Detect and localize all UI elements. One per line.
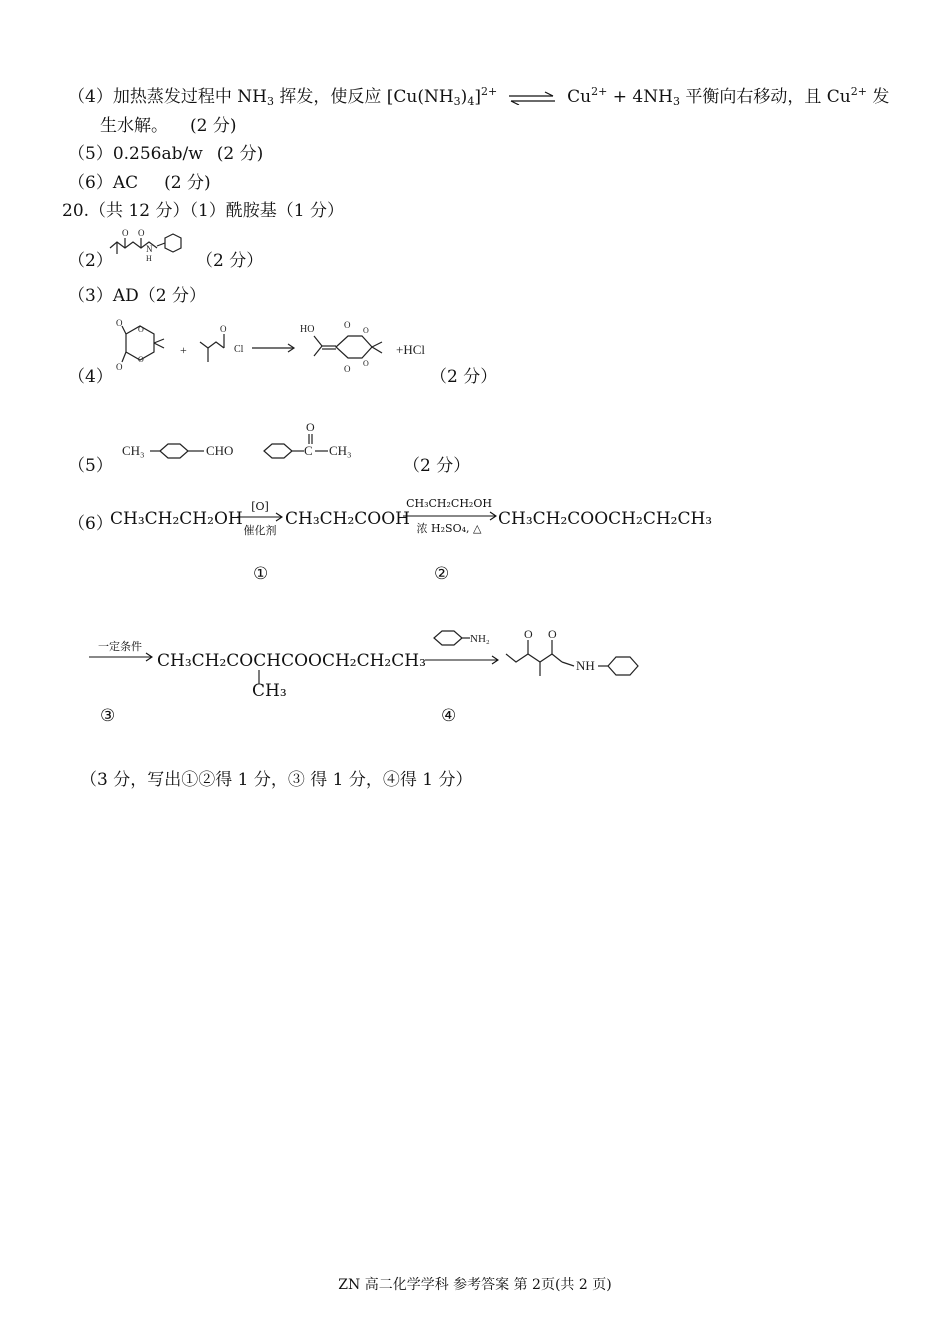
ketoamide-structure xyxy=(105,226,195,266)
svg-text:Cl: Cl xyxy=(234,344,244,355)
propyl-propanoate-product: CH₃CH₂COOCH₂CH₂CH₃ xyxy=(498,509,713,529)
methyl-branch: CH₃ xyxy=(252,681,287,701)
svg-text:CHO: CHO xyxy=(206,443,234,458)
svg-text:O: O xyxy=(220,324,227,334)
svg-text:NH: NH xyxy=(576,658,595,673)
svg-text:O: O xyxy=(363,359,369,368)
svg-text:O: O xyxy=(524,627,533,641)
svg-text:CH₃: CH₃ xyxy=(122,443,145,458)
meldrums-acid-structure xyxy=(116,318,164,372)
q20-part6-label: （6） xyxy=(68,514,113,534)
page-footer: ZN 高二化学学科 参考答案 第 2页(共 2 页) xyxy=(338,1277,612,1293)
q19-part4-line2: 生水解。 (2 分) xyxy=(100,116,237,136)
svg-text:HO: HO xyxy=(300,324,315,335)
q19-part5: （5）0.256ab/w (2 分) xyxy=(68,144,264,164)
svg-text:O: O xyxy=(138,228,145,238)
svg-text:+HCl: +HCl xyxy=(396,342,426,357)
svg-text:O: O xyxy=(116,362,123,372)
step1-condition-above: [O] xyxy=(251,500,269,513)
q20-part5-score: （2 分） xyxy=(403,456,471,476)
step2-condition-below: 浓 H₂SO₄, △ xyxy=(416,522,482,535)
svg-text:NH₂: NH₂ xyxy=(470,633,490,645)
q19-part4-line1: （4）加热蒸发过程中 $NH_3$ 挥发，使反应 $[Cu(NH_3)_4]^{2+}$ $Cu^{2+} + 4NH_3$ 平衡向右移动，且 $Cu^{2+}$ 发 xyxy=(68,85,890,108)
svg-text:C: C xyxy=(304,443,313,458)
q20-part2-label: （2） xyxy=(68,251,113,271)
q20-part2-score: （2 分） xyxy=(196,251,264,271)
svg-text:O: O xyxy=(344,364,351,374)
q20-part4-score: （2 分） xyxy=(430,367,498,387)
scoring-note: （3 分，写出①②得 1 分，③ 得 1 分，④得 1 分） xyxy=(80,770,473,790)
step-marker-3: ③ xyxy=(100,706,116,726)
svg-text:O: O xyxy=(138,325,144,334)
meldrum-acylation-reaction xyxy=(110,312,440,382)
svg-text:H: H xyxy=(146,254,152,263)
svg-text:+: + xyxy=(180,343,187,357)
step4-arrow-with-aniline xyxy=(424,622,504,666)
svg-text:O: O xyxy=(306,420,315,434)
svg-text:O: O xyxy=(548,627,557,641)
propanoic-acid-product: CH₃CH₂COOH xyxy=(285,509,411,529)
isobutyryl-chloride-structure xyxy=(200,324,244,362)
step1-arrow-icon xyxy=(236,512,284,522)
q20-part4-label: （4） xyxy=(68,367,113,387)
p-tolualdehyde-structure xyxy=(122,443,233,458)
equilibrium-arrow-icon xyxy=(505,91,559,105)
q20-part5-label: （5） xyxy=(68,456,113,476)
q20-header: 20.（共 12 分）（1）酰胺基（1 分） xyxy=(62,201,345,221)
q20-part3: （3）AD（2 分） xyxy=(68,286,206,306)
claisen-product: CH₃CH₂COCHCOOCH₂CH₂CH₃ xyxy=(157,651,426,671)
svg-text:O: O xyxy=(344,320,351,330)
step2-condition-above: CH₃CH₂CH₂OH xyxy=(406,497,492,510)
svg-text:N: N xyxy=(146,244,153,254)
step3-arrow-icon xyxy=(88,652,154,662)
isomer-structures xyxy=(118,420,368,470)
svg-text:O: O xyxy=(363,326,369,335)
acyl-meldrum-product-structure xyxy=(300,320,382,374)
target-ketoamide-structure xyxy=(500,624,660,684)
svg-text:O: O xyxy=(122,228,129,238)
step-marker-1: ① xyxy=(253,564,269,584)
step1-condition-below: 催化剂 xyxy=(243,524,277,537)
q19-part6: （6）AC (2 分) xyxy=(68,173,211,193)
copper-ammine-complex: $[Cu(NH_3)_4]^{2+}$ xyxy=(386,85,498,108)
svg-text:O: O xyxy=(138,355,144,364)
propanol-reactant: CH₃CH₂CH₂OH xyxy=(110,509,243,529)
step-marker-4: ④ xyxy=(441,706,457,726)
step3-condition-above: 一定条件 xyxy=(98,640,142,653)
svg-text:CH₃: CH₃ xyxy=(329,443,352,458)
svg-text:O: O xyxy=(116,318,123,328)
acetophenone-structure xyxy=(264,420,352,458)
step-marker-2: ② xyxy=(434,564,450,584)
